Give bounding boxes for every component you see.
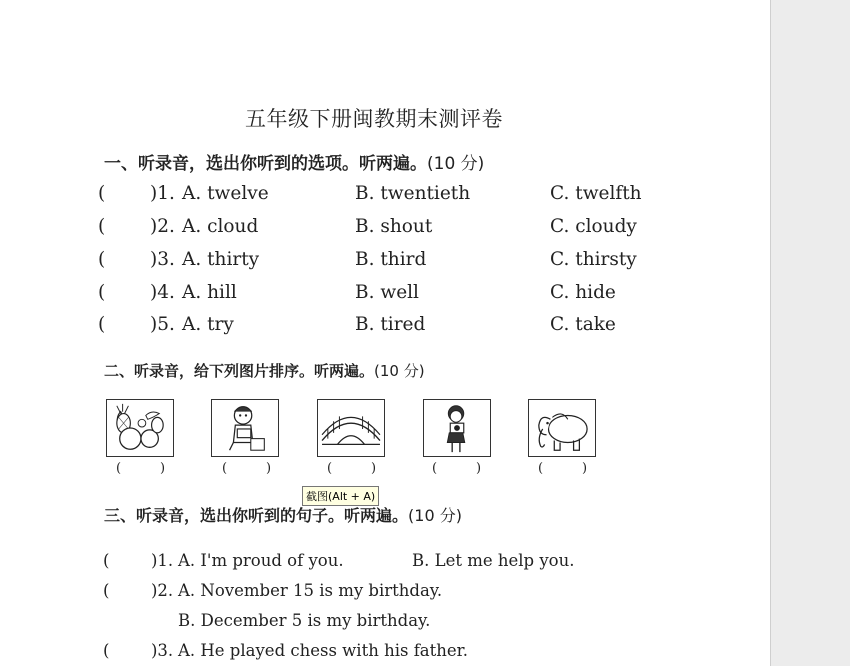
section-3-heading	[104, 503, 462, 526]
girl-camera-icon	[423, 399, 491, 457]
section-1-points: (10 分)	[427, 154, 485, 174]
blank-close: )	[582, 461, 588, 476]
question-number: )3.	[151, 641, 174, 660]
section-2-points: (10 分)	[374, 362, 425, 380]
option-b: B. well	[355, 282, 419, 303]
question-number: )3.	[150, 249, 175, 270]
option-b: B. tired	[355, 314, 426, 335]
answer-blank: (	[103, 641, 110, 660]
option-a: A. November 15 is my birthday.	[178, 581, 443, 600]
answer-blank: (	[98, 314, 106, 335]
answer-blank: (	[98, 249, 106, 270]
blank-open: (	[327, 461, 333, 476]
blank-close: )	[476, 461, 482, 476]
option-c: C. hide	[550, 282, 616, 303]
blank-close: )	[371, 461, 377, 476]
section-3-heading-text: 三、听录音，选出你听到的句子。听两遍。	[104, 506, 409, 525]
option-c: C. thirsty	[550, 249, 637, 270]
section-2-heading	[104, 360, 425, 381]
question-number: )1.	[150, 183, 175, 204]
screenshot-tooltip: 截图(Alt + A)	[302, 486, 379, 506]
section-3-points: (10 分)	[408, 506, 462, 525]
question-number: )5.	[150, 314, 175, 335]
answer-blank: (	[98, 282, 106, 303]
option-a: A. He played chess with his father.	[178, 641, 468, 660]
option-c: C. cloudy	[550, 216, 637, 237]
question-number: )4.	[150, 282, 175, 303]
option-a: A. hill	[182, 282, 237, 303]
blank-open: (	[116, 461, 122, 476]
section-1-heading-text: 一、听录音，选出你听到的选项。听两遍。	[104, 154, 427, 174]
question-number: )2.	[151, 581, 174, 600]
fruit-icon	[106, 399, 174, 457]
blank-close: )	[266, 461, 272, 476]
option-b: B. shout	[355, 216, 433, 237]
option-c: C. twelfth	[550, 183, 642, 204]
option-b: B. December 5 is my birthday.	[178, 611, 431, 630]
option-b: B. Let me help you.	[412, 551, 575, 570]
option-a: A. cloud	[182, 216, 259, 237]
bridge-icon	[317, 399, 385, 457]
answer-blank: (	[98, 183, 106, 204]
blank-open: (	[222, 461, 228, 476]
blank-close: )	[160, 461, 166, 476]
elephant-icon	[528, 399, 596, 457]
option-a: A. try	[182, 314, 234, 335]
blank-open: (	[538, 461, 544, 476]
option-a: A. twelve	[182, 183, 269, 204]
boy-reading-icon	[211, 399, 279, 457]
option-a: A. I'm proud of you.	[178, 551, 344, 570]
answer-blank: (	[103, 551, 110, 570]
option-c: C. take	[550, 314, 616, 335]
section-1-heading	[104, 149, 484, 174]
question-number: )1.	[151, 551, 174, 570]
viewer-gutter	[771, 0, 850, 666]
question-number: )2.	[150, 216, 175, 237]
option-a: A. thirty	[182, 249, 260, 270]
answer-blank: (	[103, 581, 110, 600]
answer-blank: (	[98, 216, 106, 237]
option-b: B. third	[355, 249, 427, 270]
option-b: B. twentieth	[355, 183, 471, 204]
section-2-heading-text: 二、听录音，给下列图片排序。听两遍。	[104, 362, 375, 380]
blank-open: (	[432, 461, 438, 476]
page-title: 五年级下册闽教期末测评卷	[245, 107, 503, 131]
